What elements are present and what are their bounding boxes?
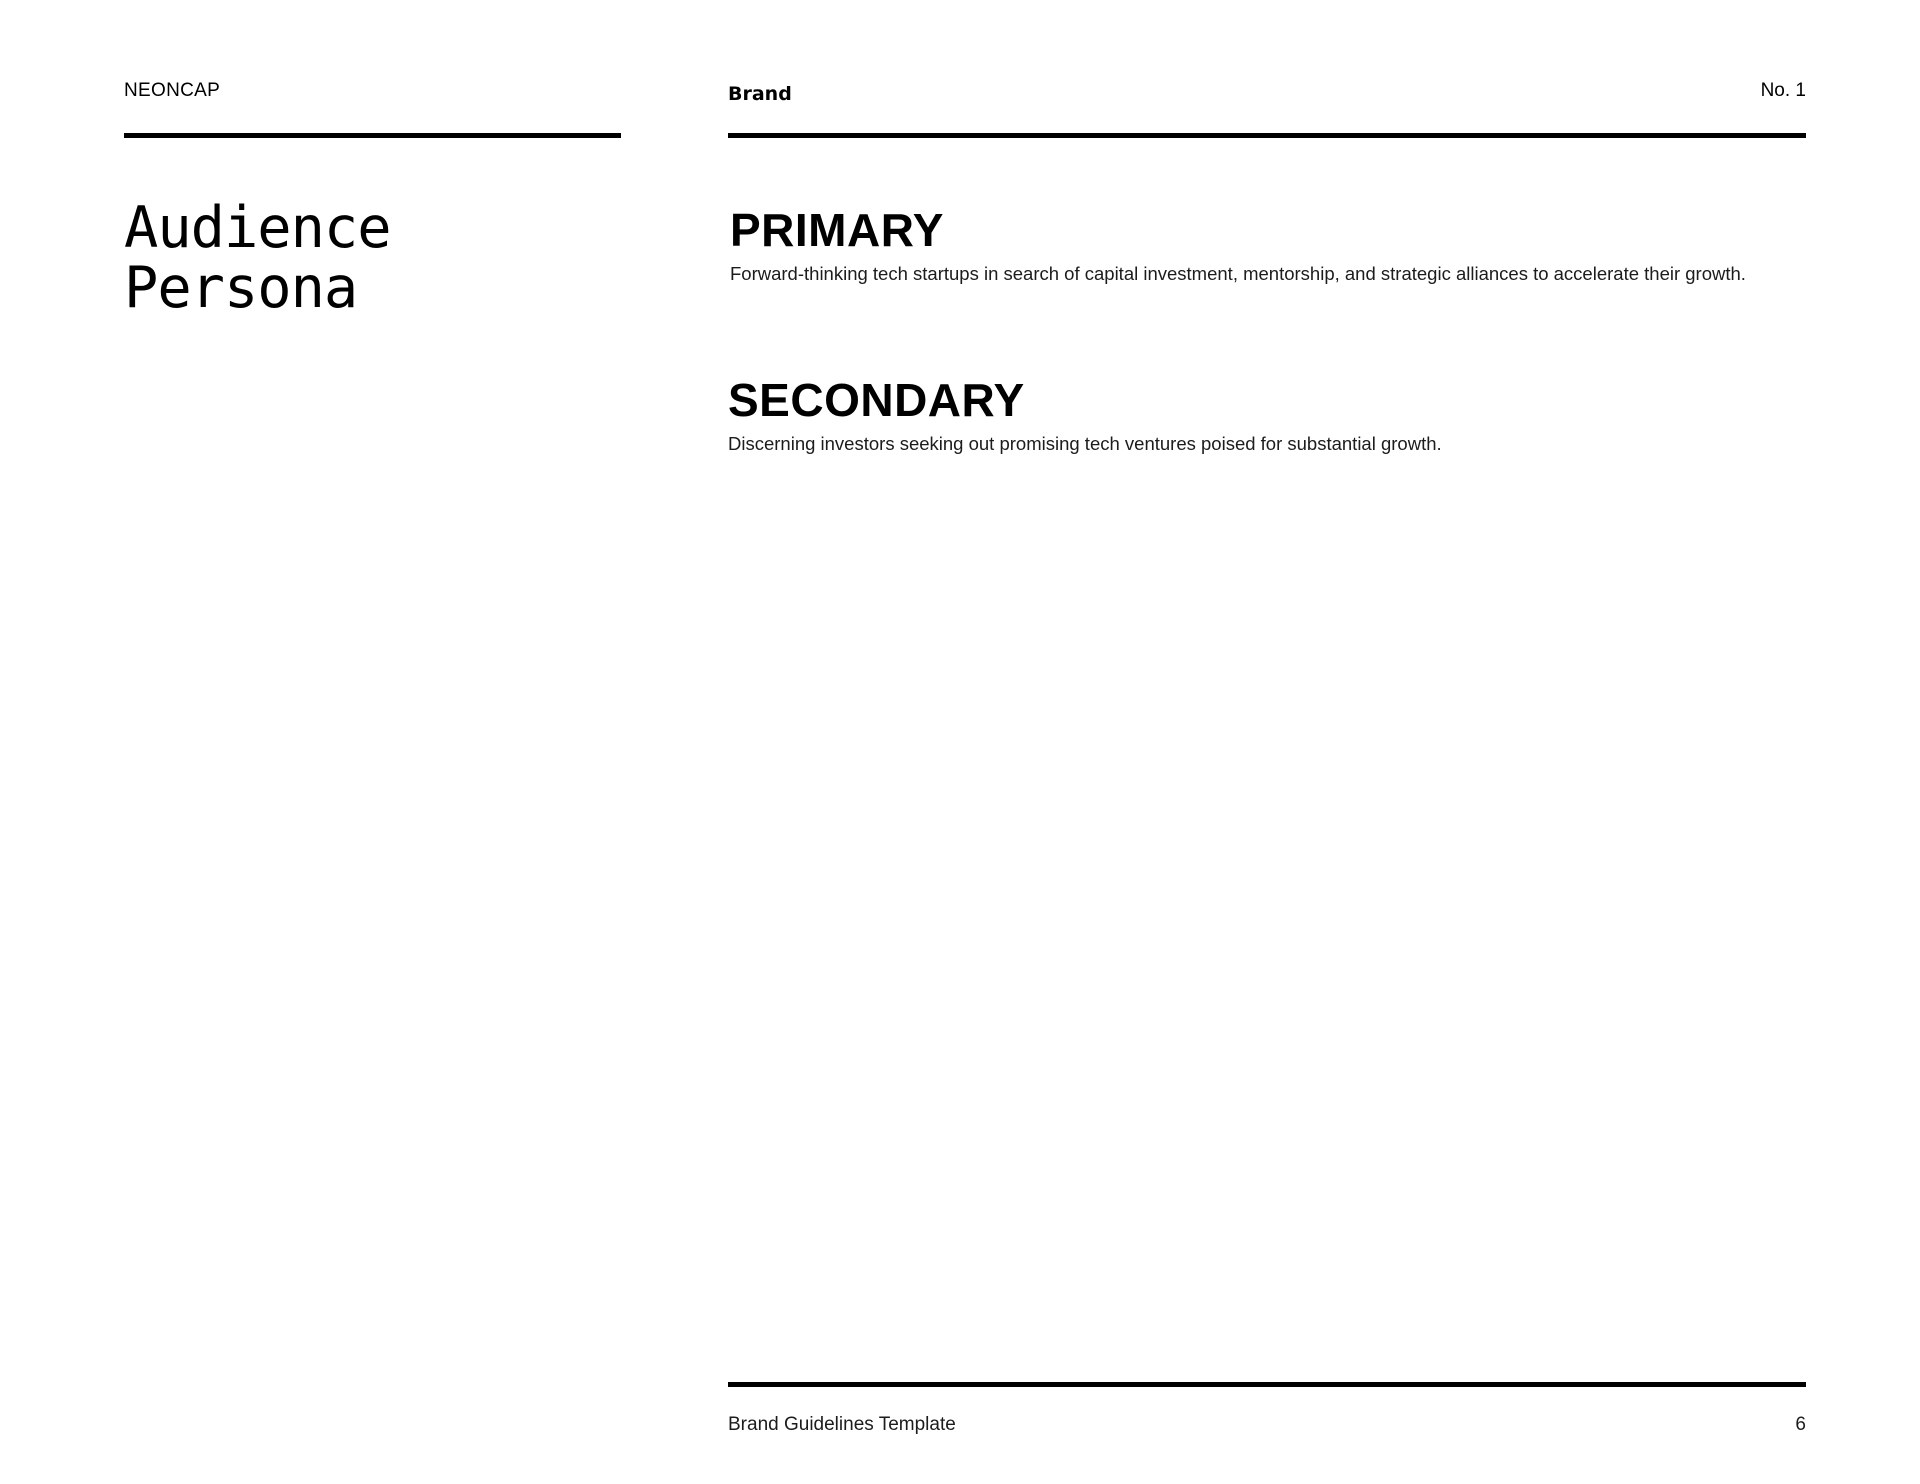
- page-title: [124, 195, 391, 321]
- secondary-description: Discerning investors seeking out promising tech ventures poised for substantial growth.: [728, 433, 1442, 454]
- secondary-heading: SECONDARY: [728, 374, 1025, 426]
- page-title-line-1: Audience: [124, 195, 391, 261]
- primary-description: Forward-thinking tech startups in search of capital investment, mentorship, and strategic alliances to accelerate their growth.: [730, 263, 1746, 284]
- section-label: Brand: [728, 83, 792, 105]
- footer-label: Brand Guidelines Template: [728, 1414, 956, 1435]
- footer-page-number: 6: [1795, 1414, 1806, 1435]
- brand-name: NEONCAP: [124, 80, 221, 101]
- footer-divider: [728, 1382, 1806, 1387]
- issue-number: No. 1: [1760, 80, 1806, 101]
- page-title-line-2: Persona: [124, 255, 358, 321]
- header-divider-left: [124, 133, 621, 138]
- header-divider-right: [728, 133, 1806, 138]
- primary-heading: PRIMARY: [730, 204, 944, 256]
